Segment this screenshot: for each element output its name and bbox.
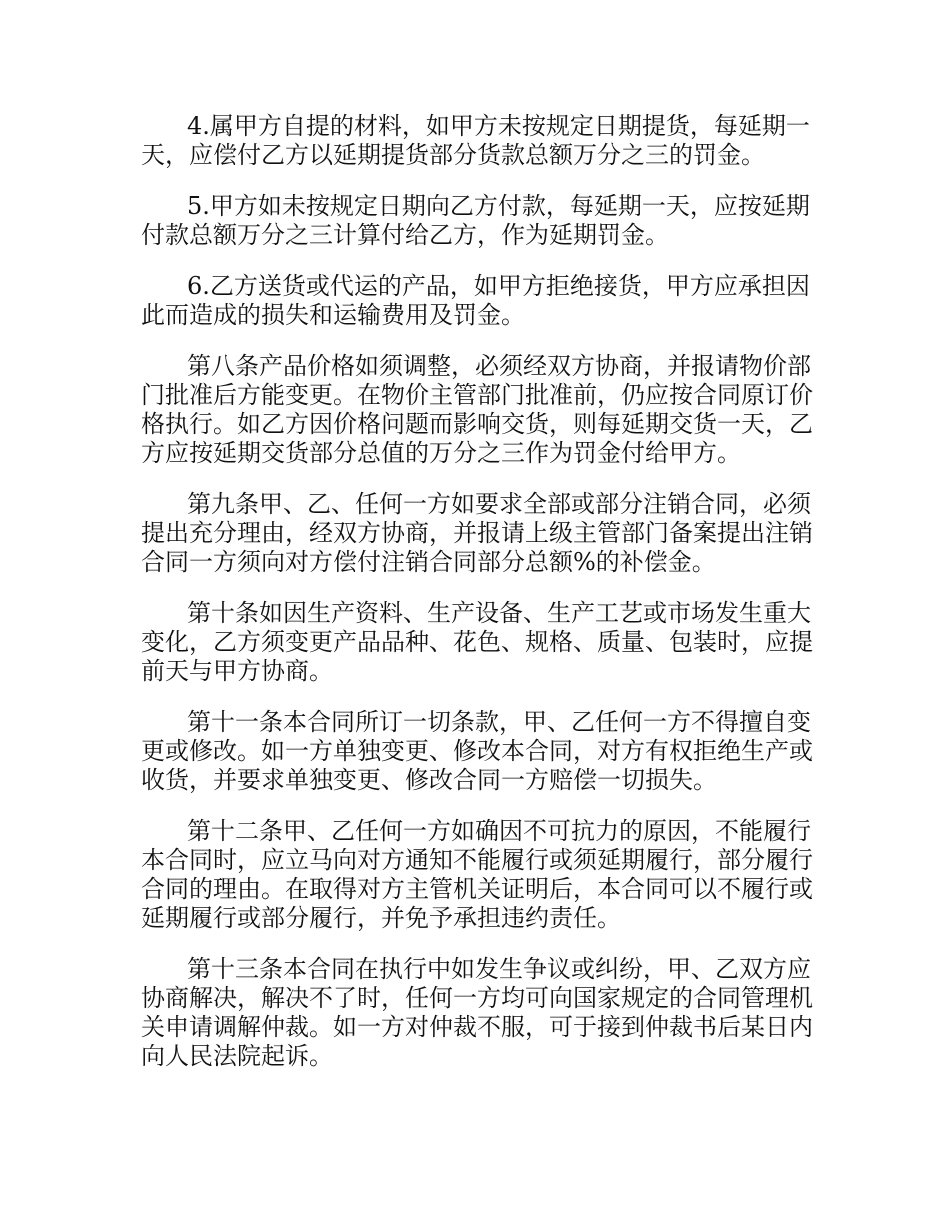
document-body [141, 112, 825, 1071]
paragraph-article-10: 第十条如因生产资料、生产设备、生产工艺或市场发生重大变化，乙方须变更产品品种、花色、规格、质量、包装时，应提前天与甲方协商。 [141, 599, 813, 685]
paragraph-clause-4: 4.属甲方自提的材料，如甲方未按规定日期提货，每延期一天，应偿付乙方以延期提货部分货款总额万分之三的罚金。 [141, 112, 810, 169]
paragraph-article-9: 第九条甲、乙、任何一方如要求全部或部分注销合同，必须提出充分理由，经双方协商，并报请上级主管部门备案提出注销合同一方须向对方偿付注销合同部分总额%的补偿金。 [141, 490, 813, 576]
paragraph-clause-5: 5.甲方如未按规定日期向乙方付款，每延期一天，应按延期付款总额万分之三计算付给乙方，作为延期罚金。 [141, 192, 810, 249]
paragraph-clause-6: 6.乙方送货或代运的产品，如甲方拒绝接货，甲方应承担因此而造成的损失和运输费用及罚金。 [141, 272, 810, 329]
paragraph-article-8: 第八条产品价格如须调整，必须经双方协商，并报请物价部门批准后方能变更。在物价主管部门批准前，仍应按合同原订价格执行。如乙方因价格问题而影响交货，则每延期交货一天，乙方应按延期交货部分总值的万分之三作为罚金付给甲方。 [141, 352, 813, 467]
paragraph-article-11: 第十一条本合同所订一切条款，甲、乙任何一方不得擅自变更或修改。如一方单独变更、修改本合同，对方有权拒绝生产或收货，并要求单独变更、修改合同一方赔偿一切损失。 [141, 708, 813, 794]
paragraph-article-12: 第十二条甲、乙任何一方如确因不可抗力的原因，不能履行本合同时，应立马向对方通知不能履行或须延期履行，部分履行合同的理由。在取得对方主管机关证明后，本合同可以不履行或延期履行或部分履行，并免予承担违约责任。 [141, 817, 813, 932]
paragraph-article-13: 第十三条本合同在执行中如发生争议或纠纷，甲、乙双方应协商解决，解决不了时，任何一方均可向国家规定的合同管理机关申请调解仲裁。如一方对仲裁不服，可于接到仲裁书后某日内向人民法院起诉。 [141, 955, 813, 1070]
